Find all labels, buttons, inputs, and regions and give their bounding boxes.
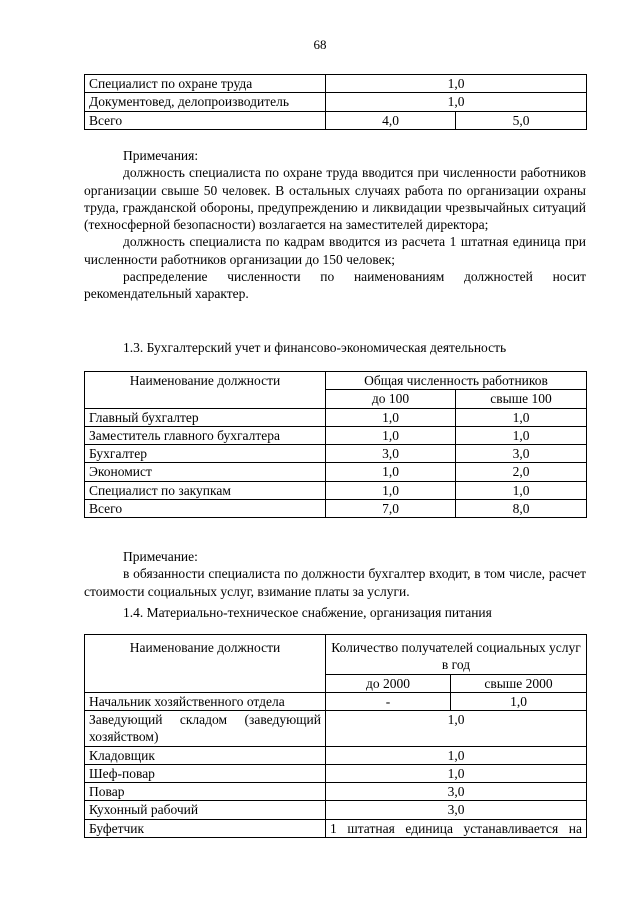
table-row	[85, 801, 587, 819]
note-item: должность специалиста по охране труда вводится при численности работников организации свыше 50 человек. В остальных случаях работа по организации охраны труда, гражданской обороны, предупреждению и ликвидации чрезвычайных ситуаций (техносферной безопасности) возлагается на заместителей директора;	[84, 165, 586, 233]
position-name: Кухонный рабочий	[85, 801, 326, 819]
table-row	[85, 819, 587, 837]
table-row	[85, 711, 587, 747]
table-row	[85, 75, 587, 93]
staff-count: 1,0	[456, 408, 587, 426]
notes-title: Примечание:	[123, 549, 198, 564]
position-name: Заместитель главного бухгалтера	[85, 426, 326, 444]
staff-count: 1,0	[326, 481, 456, 499]
note-item: в обязанности специалиста по должности бухгалтер входит, в том числе, расчет стоимости социальных услуг, взимание платы за услуги.	[84, 566, 586, 599]
staff-count: 2,0	[456, 463, 587, 481]
staff-count: -	[326, 692, 451, 710]
staff-count: 1,0	[326, 463, 456, 481]
staff-count: 3,0	[326, 445, 456, 463]
staff-count: 1,0	[326, 711, 587, 747]
position-name: Документовед, делопроизводитель	[85, 93, 326, 111]
total-value: 8,0	[456, 499, 587, 517]
staff-count: 3,0	[326, 801, 587, 819]
section-heading: 1.3. Бухгалтерский учет и финансово-экономическая деятельность	[123, 340, 507, 355]
table-row	[85, 481, 587, 499]
position-name: Шеф-повар	[85, 764, 326, 782]
position-name: Специалист по закупкам	[85, 481, 326, 499]
total-value: 5,0	[456, 111, 587, 129]
staff-count: 1,0	[451, 692, 587, 710]
section-heading: 1.4. Материально-техническое снабжение, организация питания	[123, 605, 492, 620]
total-label: Всего	[85, 499, 326, 517]
total-value: 7,0	[326, 499, 456, 517]
table-header-row	[85, 635, 587, 675]
notes-title: Примечания:	[123, 148, 199, 163]
page-number: 68	[313, 37, 327, 52]
staff-table-accounting	[84, 371, 587, 518]
position-name: Специалист по охране труда	[85, 75, 326, 93]
staff-count: 1,0	[326, 426, 456, 444]
note-item: распределение численности по наименованиям должностей носит рекомендательный характер.	[84, 268, 586, 302]
staff-count: 1,0	[326, 408, 456, 426]
column-group-header: Общая численность работников	[326, 372, 587, 390]
position-name: Буфетчик	[85, 819, 326, 837]
total-value: 4,0	[326, 111, 456, 129]
note-item: должность специалиста по кадрам вводится из расчета 1 штатная единица при численности работников организации до 150 человек;	[84, 234, 586, 267]
table-row	[85, 783, 587, 801]
table-row	[85, 408, 587, 426]
column-header: Наименование должности	[85, 635, 326, 693]
table-row	[85, 746, 587, 764]
column-group-header: Количество получателей социальных услуг в год	[326, 635, 587, 675]
staff-count: 1,0	[456, 481, 587, 499]
staff-count: 1,0	[326, 764, 587, 782]
table-header-row	[85, 372, 587, 390]
total-label: Всего	[85, 111, 326, 129]
position-name: Главный бухгалтер	[85, 408, 326, 426]
column-subheader: свыше 100	[456, 390, 587, 408]
position-name: Кладовщик	[85, 746, 326, 764]
staff-count: 1,0	[326, 93, 587, 111]
notes-block	[84, 548, 586, 600]
position-name: Экономист	[85, 463, 326, 481]
staff-count: 1,0	[326, 746, 587, 764]
column-subheader: свыше 2000	[451, 674, 587, 692]
table-row	[85, 445, 587, 463]
position-name: Бухгалтер	[85, 445, 326, 463]
column-subheader: до 100	[326, 390, 456, 408]
position-name: Заведующий складом (заведующий хозяйством)	[85, 711, 326, 747]
staff-count: 3,0	[326, 783, 587, 801]
table-row-total	[85, 111, 587, 129]
staff-count: 3,0	[456, 445, 587, 463]
position-name: Повар	[85, 783, 326, 801]
staff-count: 1,0	[326, 75, 587, 93]
staff-count: 1 штатная единица устанавливается на	[326, 819, 587, 837]
table-row	[85, 764, 587, 782]
table-row	[85, 426, 587, 444]
staff-table-supply	[84, 634, 587, 838]
staff-count: 1,0	[456, 426, 587, 444]
table-row-total	[85, 499, 587, 517]
position-name: Начальник хозяйственного отдела	[85, 692, 326, 710]
staff-table-safety	[84, 74, 587, 130]
table-row	[85, 692, 587, 710]
notes-block	[84, 147, 586, 302]
table-row	[85, 463, 587, 481]
table-row	[85, 93, 587, 111]
column-header: Наименование должности	[85, 372, 326, 409]
column-subheader: до 2000	[326, 674, 451, 692]
